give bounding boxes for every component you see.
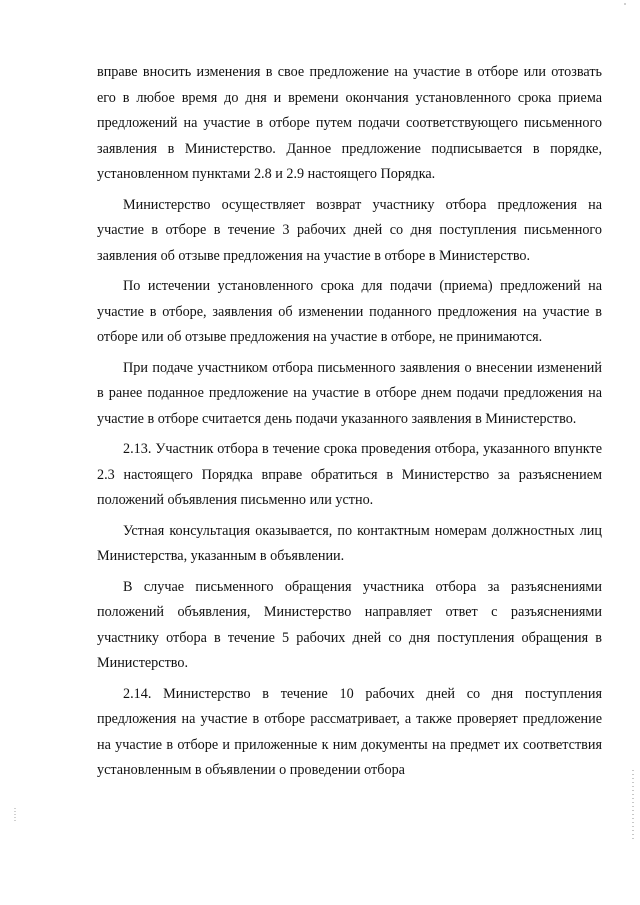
paragraph-oral-consultation: Устная консультация оказывается, по контактным номерам должностных лиц Министерства, указанным в объявлении. (97, 522, 602, 564)
scan-edge-artifact-left (14, 808, 16, 822)
paragraph-written-request: В случае письменного обращения участника отбора за разъяснениями положений объявления, Министерство направляет ответ с разъяснениями участнику отбора в течение 5 рабочих дней со дня поступления обращения в Министерство. (97, 578, 602, 671)
paragraph-clause-2-13: 2.13. Участник отбора в течение срока проведения отбора, указанного впункте 2.3 настоящего Порядка вправе обратиться в Министерство за разъяснением положений объявления письменно или устно. (97, 441, 602, 508)
paragraph-clause-2-14: 2.14. Министерство в течение 10 рабочих дней со дня поступления предложения на участие в отборе рассматривает, а также проверяет предложение на участие в отборе и приложенные к ним документы на предмет их соответствия установленным в объявлении о проведении отбора (97, 685, 602, 778)
scan-mark (624, 3, 626, 5)
paragraph-continuation: вправе вносить изменения в свое предложение на участие в отборе или отозвать его в любое время до дня и времени окончания установленного срока приема предложений на участие в отборе путем подачи соответствующего письменного заявления в Министерство. Данное предложение подписывается в порядке, установленном пунктами 2.8 и 2.9 настоящего Порядка. (97, 64, 602, 182)
paragraph-return-of-proposal: Министерство осуществляет возврат участнику отбора предложения на участие в отборе в течение 3 рабочих дней со дня поступления письменного заявления об отзыве предложения на участие в отборе в Министерство. (97, 196, 602, 264)
paragraph-submission-date: При подаче участником отбора письменного заявления о внесении изменений в ранее поданное предложение на участие в отборе днем подачи предложения на участие в отборе считается день подачи указанного заявления в Министерство. (97, 359, 602, 427)
scan-edge-artifact (632, 770, 634, 840)
paragraph-deadline-expiry: По истечении установленного срока для подачи (приема) предложений на участие в отборе, заявления об изменении поданного предложения на участие в отборе или об отзыве предложения на участие в отборе, не принимаются. (97, 278, 602, 345)
document-body (97, 60, 602, 789)
